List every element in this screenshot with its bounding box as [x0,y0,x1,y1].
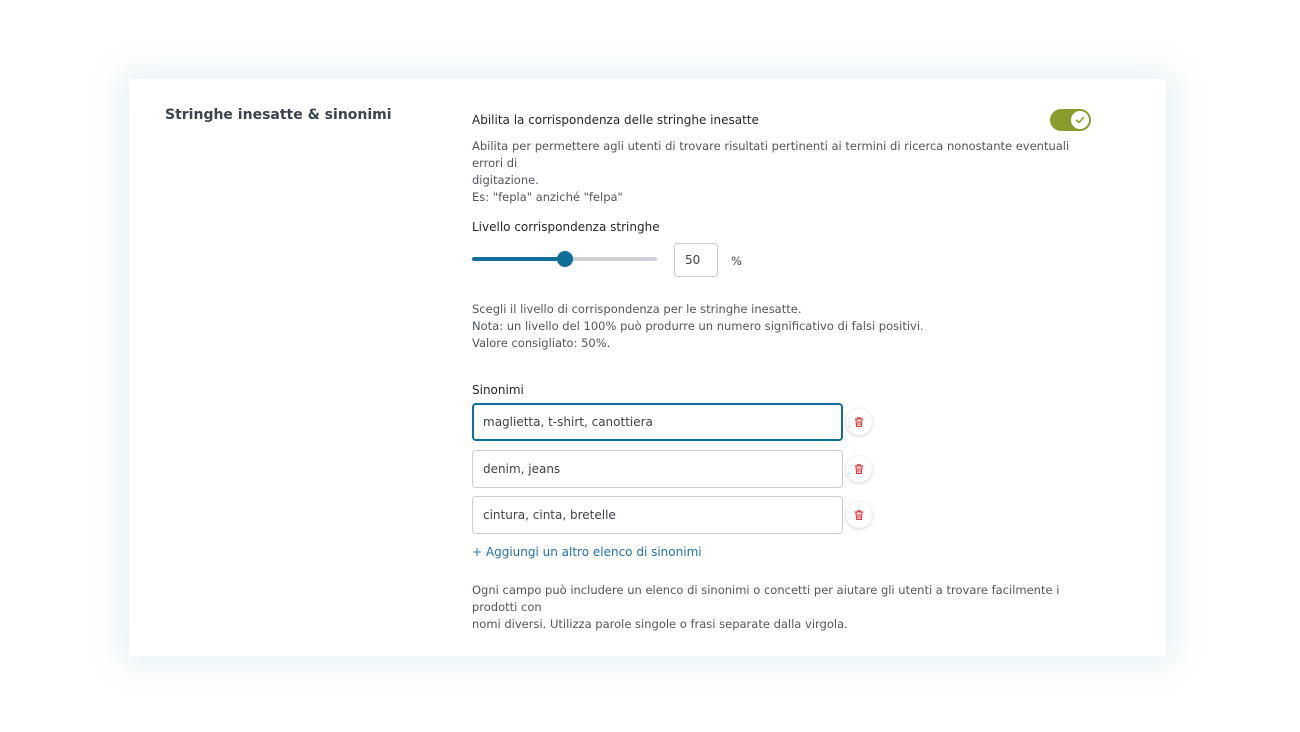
delete-synonym-button[interactable] [846,502,872,528]
delete-synonym-button[interactable] [846,456,872,482]
trash-icon [853,413,865,432]
delete-synonym-button[interactable] [846,409,872,435]
fuzzy-description: Abilita per permettere agli utenti di trovare risultati pertinenti ai termini di ricerca nonostante eventuali errori di digitazione. Es: "fepla" anziché "felpa" [472,139,1070,204]
trash-icon [853,506,865,525]
synonym-input[interactable] [472,496,843,534]
synonyms-description: Ogni campo può includere un elenco di sinonimi o concetti per aiutare gli utenti a trovare facilmente i prodotti con nomi diversi. Utilizza parole singole o frasi separate dalla virgola. [472,583,1060,631]
fuzzy-label: Abilita la corrispondenza delle stringhe inesatte [472,113,759,127]
level-description: Scegli il livello di corrispondenza per le stringhe inesatte. Nota: un livello del 100% può produrre un numero significativo di falsi positivi. Valore consigliato: 50%. [472,302,924,350]
level-input[interactable] [674,243,718,277]
synonym-row [472,403,874,441]
slider-thumb[interactable] [557,251,573,267]
synonym-row [472,496,874,534]
section-title: Stringhe inesatte & sinonimi [165,107,392,123]
check-icon [1071,111,1089,129]
level-unit: % [731,254,742,268]
slider-fill [472,257,565,261]
synonym-input[interactable] [472,403,843,441]
add-synonym-list-link[interactable]: + Aggiungi un altro elenco di sinonimi [472,545,702,559]
level-slider[interactable] [472,251,657,267]
level-label: Livello corrispondenza stringhe [472,220,660,234]
trash-icon [853,460,865,479]
settings-card [129,79,1166,656]
synonym-input[interactable] [472,450,843,488]
synonyms-label: Sinonimi [472,383,524,397]
synonym-row [472,450,874,488]
fuzzy-toggle[interactable] [1050,109,1091,131]
